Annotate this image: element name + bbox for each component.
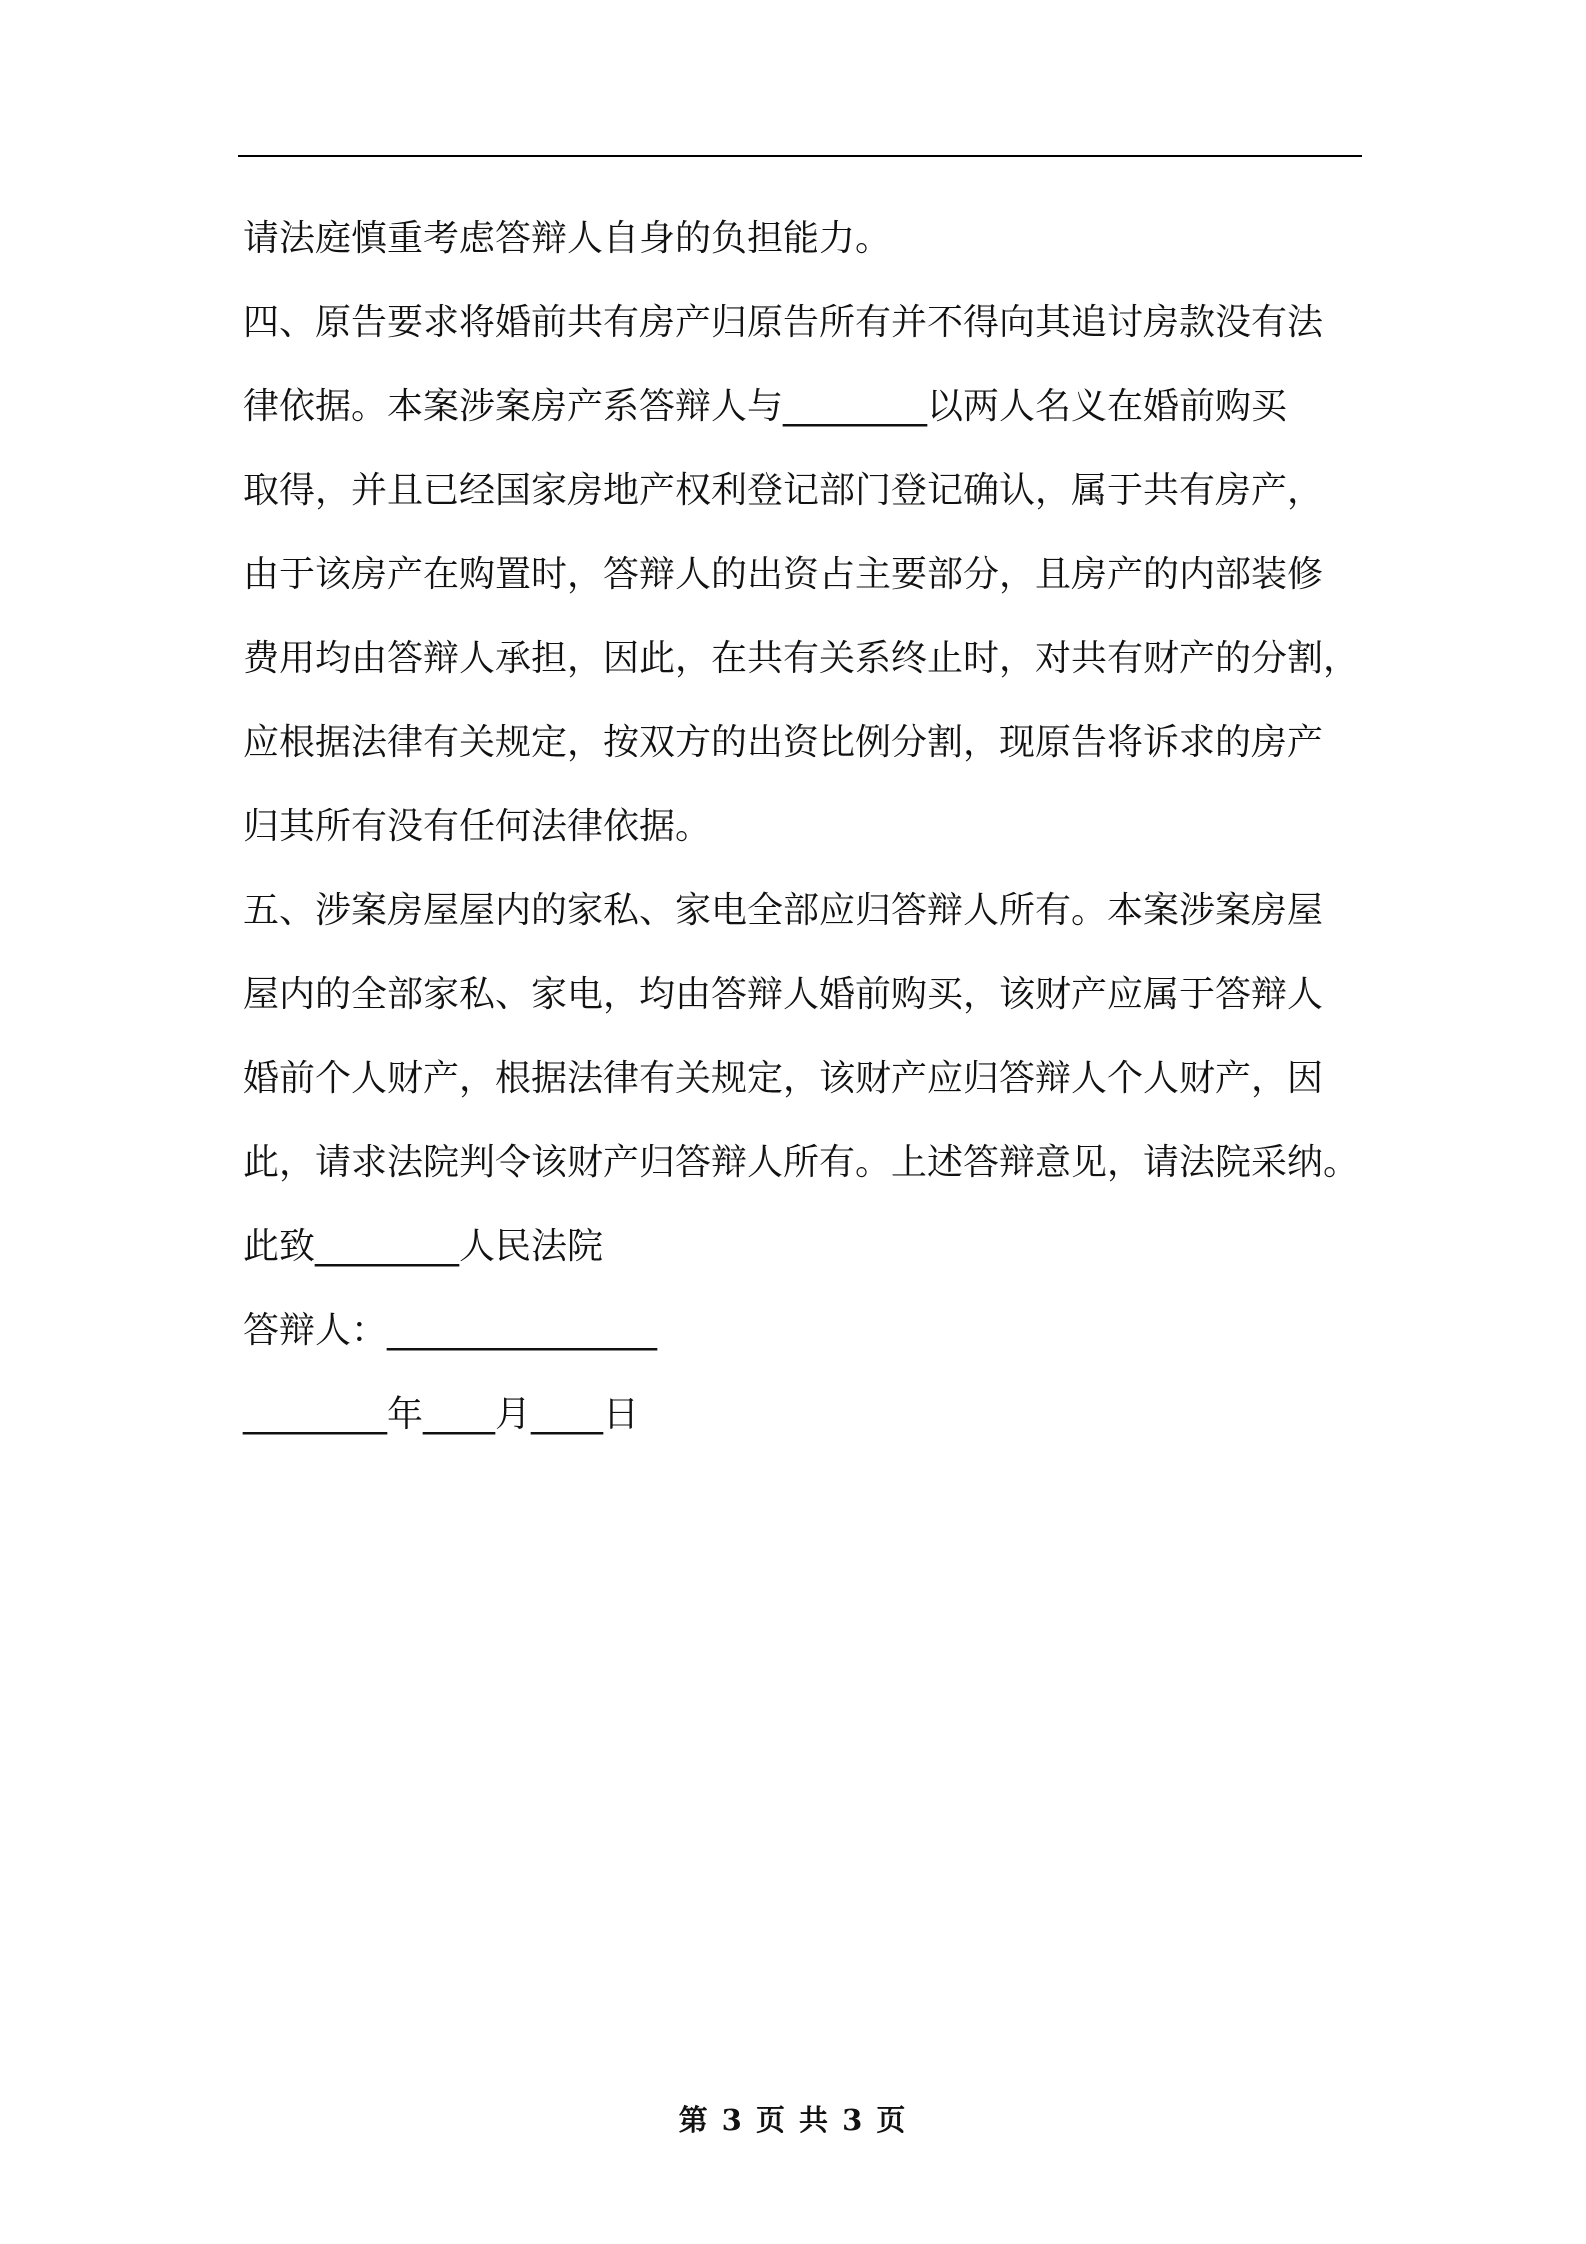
text-line: 请法庭慎重考虑答辩人自身的负担能力。 xyxy=(243,218,892,259)
text-line: 由于该房产在购置时，答辩人的出资占主要部分，且房产的内部装修 xyxy=(243,554,1324,595)
document-body xyxy=(243,197,1368,1457)
text-line: 屋内的全部家私、家电，均由答辩人婚前购买，该财产应属于答辩人 xyxy=(243,974,1324,1015)
text-line: 四、原告要求将婚前共有房产归原告所有并不得向其追讨房款没有法 xyxy=(243,302,1324,343)
salutation-line: 此致________人民法院 xyxy=(243,1226,604,1267)
header-rule xyxy=(238,155,1362,157)
text-line: 取得，并且已经国家房地产权利登记部门登记确认，属于共有房产， xyxy=(243,470,1324,511)
signature-line: 答辩人：_______________ xyxy=(243,1310,658,1351)
text-line: 五、涉案房屋屋内的家私、家电全部应归答辩人所有。本案涉案房屋 xyxy=(243,890,1324,931)
text-line: 归其所有没有任何法律依据。 xyxy=(243,806,712,847)
page-number: 第 3 页 共 3 页 xyxy=(678,2103,908,2137)
text-line: 费用均由答辩人承担，因此，在共有关系终止时，对共有财产的分割， xyxy=(243,638,1360,679)
text-line: 婚前个人财产，根据法律有关规定，该财产应归答辩人个人财产，因 xyxy=(243,1058,1324,1099)
text-line: 应根据法律有关规定，按双方的出资比例分割，现原告将诉求的房产 xyxy=(243,722,1324,763)
text-line: 此，请求法院判令该财产归答辩人所有。上述答辩意见，请法院采纳。 xyxy=(243,1142,1360,1183)
date-line: ________年____月____日 xyxy=(243,1394,639,1435)
text-line: 律依据。本案涉案房产系答辩人与________以两人名义在婚前购买 xyxy=(243,386,1288,427)
